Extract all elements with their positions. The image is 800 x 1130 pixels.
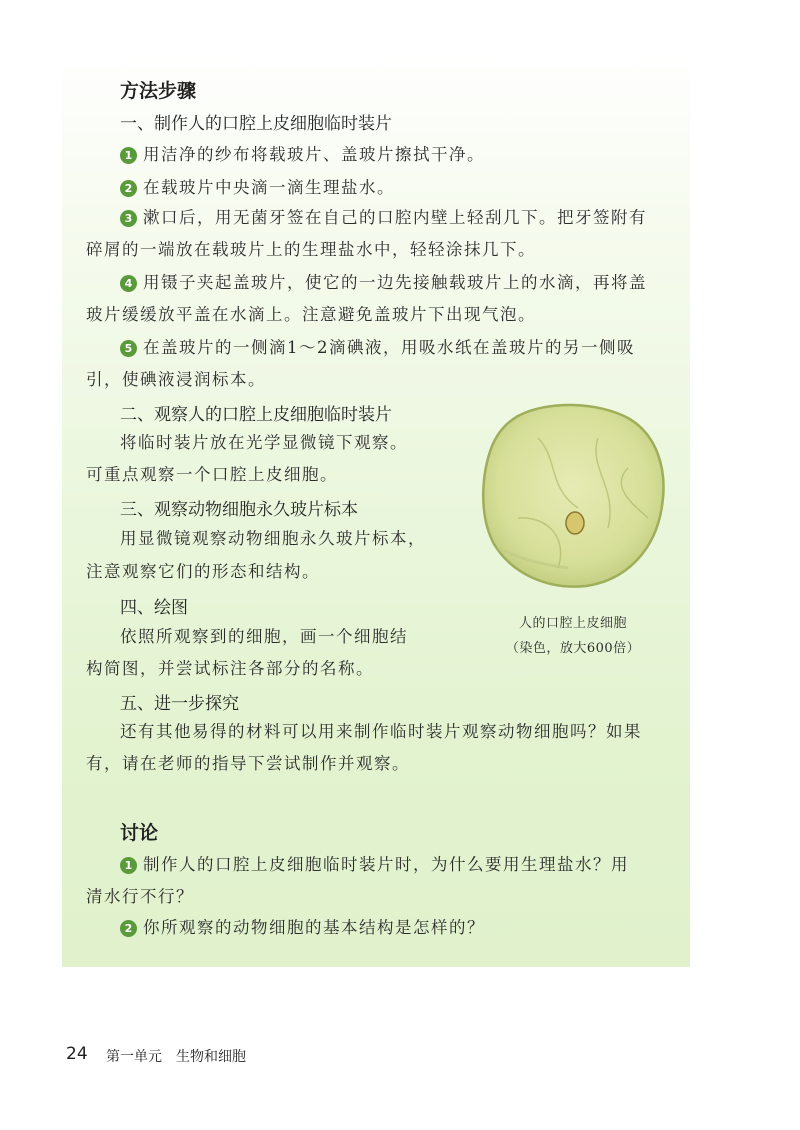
cheek-cell-micrograph <box>478 398 668 590</box>
figure-caption-note: （染色，放大600倍） <box>505 641 641 656</box>
discussion-1-line-1: 制作人的口腔上皮细胞临时装片时，为什么要用生理盐水？用 <box>143 855 629 874</box>
part2-heading: 二、观察人的口腔上皮细胞临时装片 <box>120 405 392 425</box>
discussion-item-2 <box>120 911 485 944</box>
part4-heading: 四、绘图 <box>120 598 188 618</box>
part5-line-1: 还有其他易得的材料可以用来制作临时装片观察动物细胞吗？如果 <box>120 722 642 741</box>
part3-line-1: 用显微镜观察动物细胞永久玻片标本， <box>120 529 426 548</box>
step-4-line-1: 用镊子夹起盖玻片，使它的一边先接触载玻片上的水滴，再将盖 <box>143 273 647 292</box>
part3-line-2: 注意观察它们的形态和结构。 <box>86 562 320 581</box>
part5-heading: 五、进一步探究 <box>120 694 239 714</box>
part4-line-1: 依照所观察到的细胞，画一个细胞结 <box>120 627 408 646</box>
section-title: 方法步骤 <box>120 80 197 102</box>
number-4-icon: 4 <box>120 275 137 292</box>
step-4-line-2: 玻片缓缓放平盖在水滴上。注意避免盖玻片下出现气泡。 <box>86 305 536 324</box>
number-1-icon: 1 <box>120 147 137 164</box>
step-3 <box>120 201 647 234</box>
part2-line-1: 将临时装片放在光学显微镜下观察。 <box>120 433 408 452</box>
chapter-title: 第一单元 生物和细胞 <box>106 1049 246 1065</box>
step-2-text: 在载玻片中央滴一滴生理盐水。 <box>143 178 395 197</box>
step-5-line-2: 引，使碘液浸润标本。 <box>86 370 266 389</box>
part1-heading: 一、制作人的口腔上皮细胞临时装片 <box>120 114 392 134</box>
step-4 <box>120 266 647 299</box>
number-3-icon: 3 <box>120 210 137 227</box>
discussion-item-1 <box>120 848 629 881</box>
number-5-icon: 5 <box>120 340 137 357</box>
number-2-icon: 2 <box>120 920 137 937</box>
part3-heading: 三、观察动物细胞永久玻片标本 <box>120 500 358 520</box>
number-2-icon: 2 <box>120 180 137 197</box>
step-1 <box>120 138 485 171</box>
discussion-title: 讨论 <box>120 822 159 844</box>
figure-caption: 人的口腔上皮细胞 <box>518 616 627 631</box>
discussion-2-text: 你所观察的动物细胞的基本结构是怎样的？ <box>143 918 485 937</box>
part5-line-2: 有，请在老师的指导下尝试制作并观察。 <box>86 754 410 773</box>
page-number: 24 <box>66 1044 88 1064</box>
step-5-line-1: 在盖玻片的一侧滴1～2滴碘液，用吸水纸在盖玻片的另一侧吸 <box>143 338 635 357</box>
step-3-line-1: 漱口后，用无菌牙签在自己的口腔内壁上轻刮几下。把牙签附有 <box>143 208 647 227</box>
discussion-1-line-2: 清水行不行？ <box>86 887 194 906</box>
number-1-icon: 1 <box>120 857 137 874</box>
step-3-line-2: 碎屑的一端放在载玻片上的生理盐水中，轻轻涂抹几下。 <box>86 240 536 259</box>
step-1-text: 用洁净的纱布将载玻片、盖玻片擦拭干净。 <box>143 145 485 164</box>
part4-line-2: 构简图，并尝试标注各部分的名称。 <box>86 659 374 678</box>
part2-line-2: 可重点观察一个口腔上皮细胞。 <box>86 465 338 484</box>
step-5 <box>120 331 635 364</box>
step-2 <box>120 171 395 204</box>
